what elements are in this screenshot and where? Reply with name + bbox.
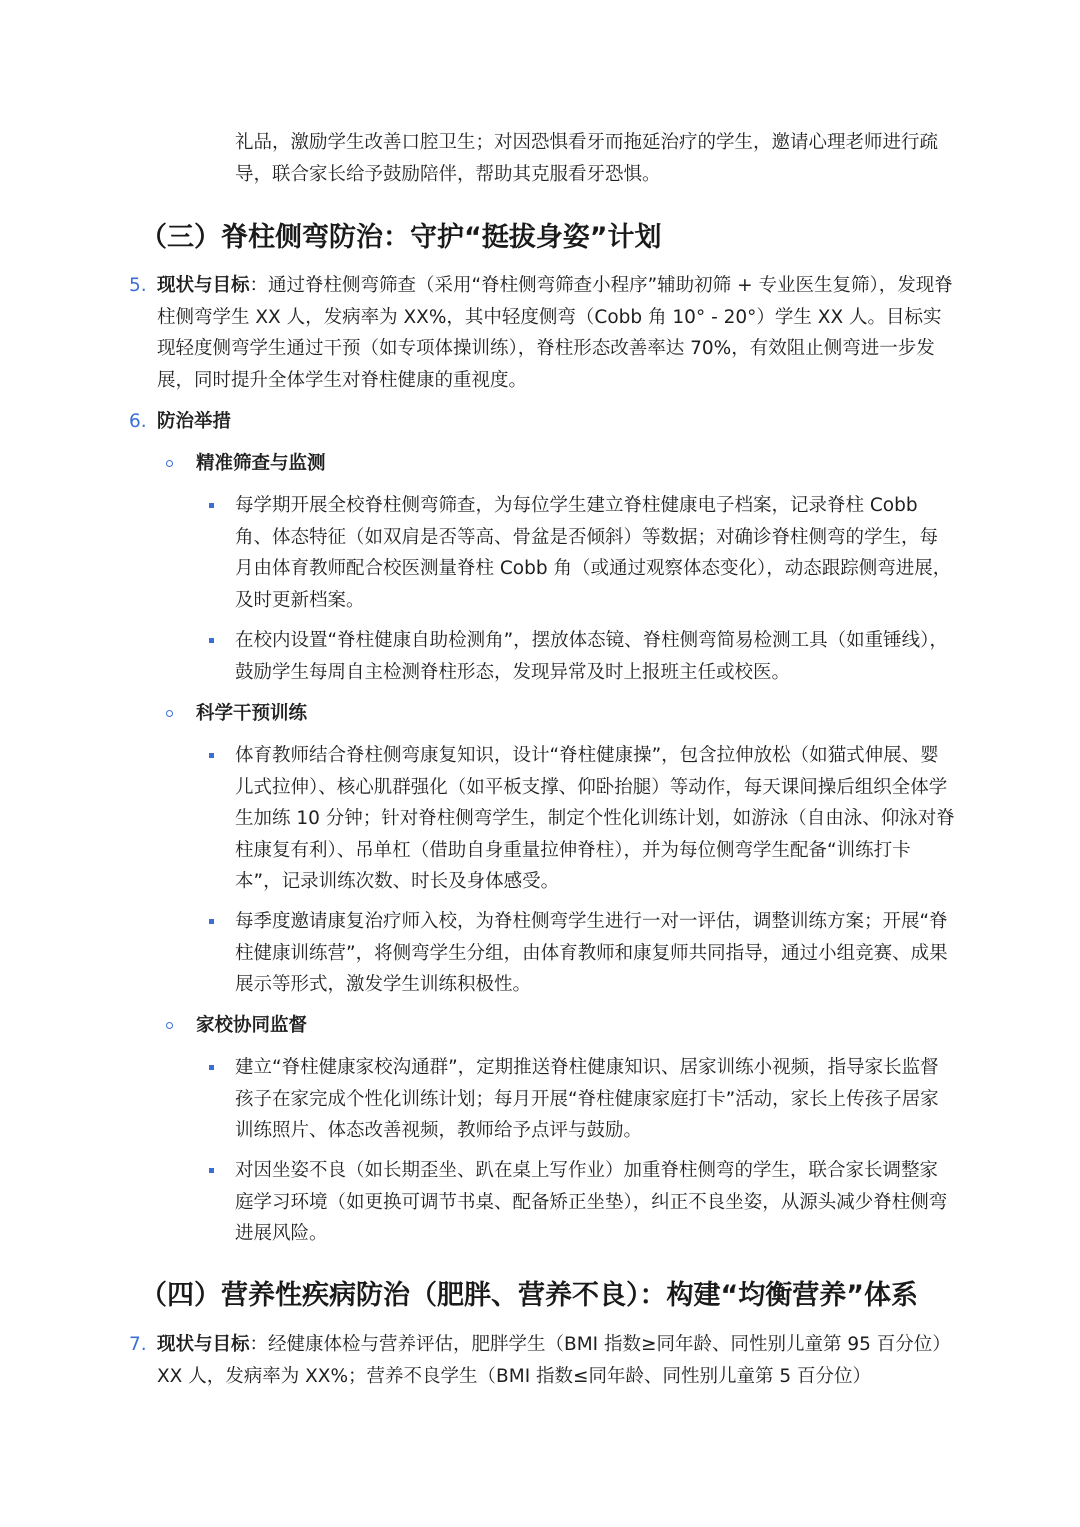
bullet-text: 对因坐姿不良（如长期歪坐、趴在桌上写作业）加重脊柱侧弯的学生，联合家长调整家庭学习环境（如更换可调节书桌、配备矫正坐垫），纠正不良坐姿，从源头减少脊柱侧弯进展风险。 xyxy=(235,1160,948,1244)
item-5-text: ：通过脊柱侧弯筛查（采用“脊柱侧弯筛查小程序”辅助初筛 + 专业医生复筛），发现脊柱侧弯学生 XX 人，发病率为 XX%，其中轻度侧弯（Cobb 角 10° - 20°）学生 XX 人。目标实现轻度侧弯学生通过干预（如专项体操训练），脊柱形态改善率达 70%，有效阻止侧弯进一步发展，同时提升全体学生对脊柱健康的重视度。 xyxy=(157,275,953,391)
section-3-heading: （三）脊柱侧弯防治：守护“挺拔身姿”计划 xyxy=(140,222,662,253)
bullet-item xyxy=(235,1155,955,1250)
item-7-paragraph xyxy=(157,1329,957,1392)
item-5-label: 现状与目标 xyxy=(157,275,250,296)
list-number-6: 6. xyxy=(129,411,147,432)
continuation-paragraph: 礼品，激励学生改善口腔卫生；对因恐惧看牙而拖延治疗的学生，邀请心理老师进行疏导，联合家长给予鼓励陪伴，帮助其克服看牙恐惧。 xyxy=(235,132,939,185)
square-bullet-icon xyxy=(209,753,214,758)
section-4-heading: （四）营养性疾病防治（肥胖、营养不良）：构建“均衡营养”体系 xyxy=(140,1280,918,1311)
sub-item-home-school xyxy=(196,1010,307,1042)
list-item-6 xyxy=(129,406,957,438)
bullet-item xyxy=(235,740,955,898)
hollow-circle-bullet-icon xyxy=(166,1022,173,1029)
bullet-text: 建立“脊柱健康家校沟通群”，定期推送脊柱健康知识、居家训练小视频，指导家长监督孩子在家完成个性化训练计划；每月开展“脊柱健康家庭打卡”活动，家长上传孩子居家训练照片、体态改善视频，教师给予点评与鼓励。 xyxy=(235,1057,939,1141)
bullet-text: 每季度邀请康复治疗师入校，为脊柱侧弯学生进行一对一评估，调整训练方案；开展“脊柱健康训练营”，将侧弯学生分组，由体育教师和康复师共同指导，通过小组竞赛、成果展示等形式，激发学生训练积极性。 xyxy=(235,911,948,995)
bullet-item xyxy=(235,490,955,616)
sub-item-title: 精准筛查与监测 xyxy=(196,453,326,474)
square-bullet-icon xyxy=(209,919,214,924)
bullet-text: 在校内设置“脊柱健康自助检测角”，摆放体态镜、脊柱侧弯简易检测工具（如重锤线），鼓励学生每周自主检测脊柱形态，发现异常及时上报班主任或校医。 xyxy=(235,630,948,683)
bullet-text: 每学期开展全校脊柱侧弯筛查，为每位学生建立脊柱健康电子档案，记录脊柱 Cobb 角、体态特征（如双肩是否等高、骨盆是否倾斜）等数据；对确诊脊柱侧弯的学生，每月由体育教师配合校医测量脊柱 Cobb 角（或通过观察体态变化），动态跟踪侧弯进展，及时更新档案。 xyxy=(235,495,952,611)
bullet-item xyxy=(235,1052,955,1147)
square-bullet-icon xyxy=(209,1065,214,1070)
item-7-text: ：经健康体检与营养评估，肥胖学生（BMI 指数≥同年龄、同性别儿童第 95 百分位）XX 人，发病率为 XX%；营养不良学生（BMI 指数≤同年龄、同性别儿童第 5 百分位） xyxy=(157,1334,951,1387)
square-bullet-icon xyxy=(209,638,214,643)
bullet-item xyxy=(235,625,955,688)
list-item-7 xyxy=(129,1329,957,1392)
square-bullet-icon xyxy=(209,1168,214,1173)
sub-item-title: 家校协同监督 xyxy=(196,1015,308,1036)
hollow-circle-bullet-icon xyxy=(166,710,173,717)
item-6-label: 防治举措 xyxy=(157,411,232,432)
list-number-7: 7. xyxy=(129,1334,147,1355)
hollow-circle-bullet-icon xyxy=(166,460,173,467)
item-7-label: 现状与目标 xyxy=(157,1334,250,1355)
list-number-5: 5. xyxy=(129,275,147,296)
list-item-5 xyxy=(129,270,957,396)
bullet-item xyxy=(235,906,955,1001)
sub-item-screening xyxy=(196,448,326,480)
item-5-paragraph xyxy=(157,270,957,396)
square-bullet-icon xyxy=(209,503,214,508)
sub-item-intervention xyxy=(196,698,307,730)
bullet-text: 体育教师结合脊柱侧弯康复知识，设计“脊柱健康操”，包含拉伸放松（如猫式伸展、婴儿式拉伸）、核心肌群强化（如平板支撑、仰卧抬腿）等动作，每天课间操后组织全体学生加练 10 分钟；针对脊柱侧弯学生，制定个性化训练计划，如游泳（自由泳、仰泳对脊柱康复有利）、吊单杠（借助自身重量拉伸脊柱），并为每位侧弯学生配备“训练打卡本”，记录训练次数、时长及身体感受。 xyxy=(235,745,955,892)
sub-item-title: 科学干预训练 xyxy=(196,703,308,724)
